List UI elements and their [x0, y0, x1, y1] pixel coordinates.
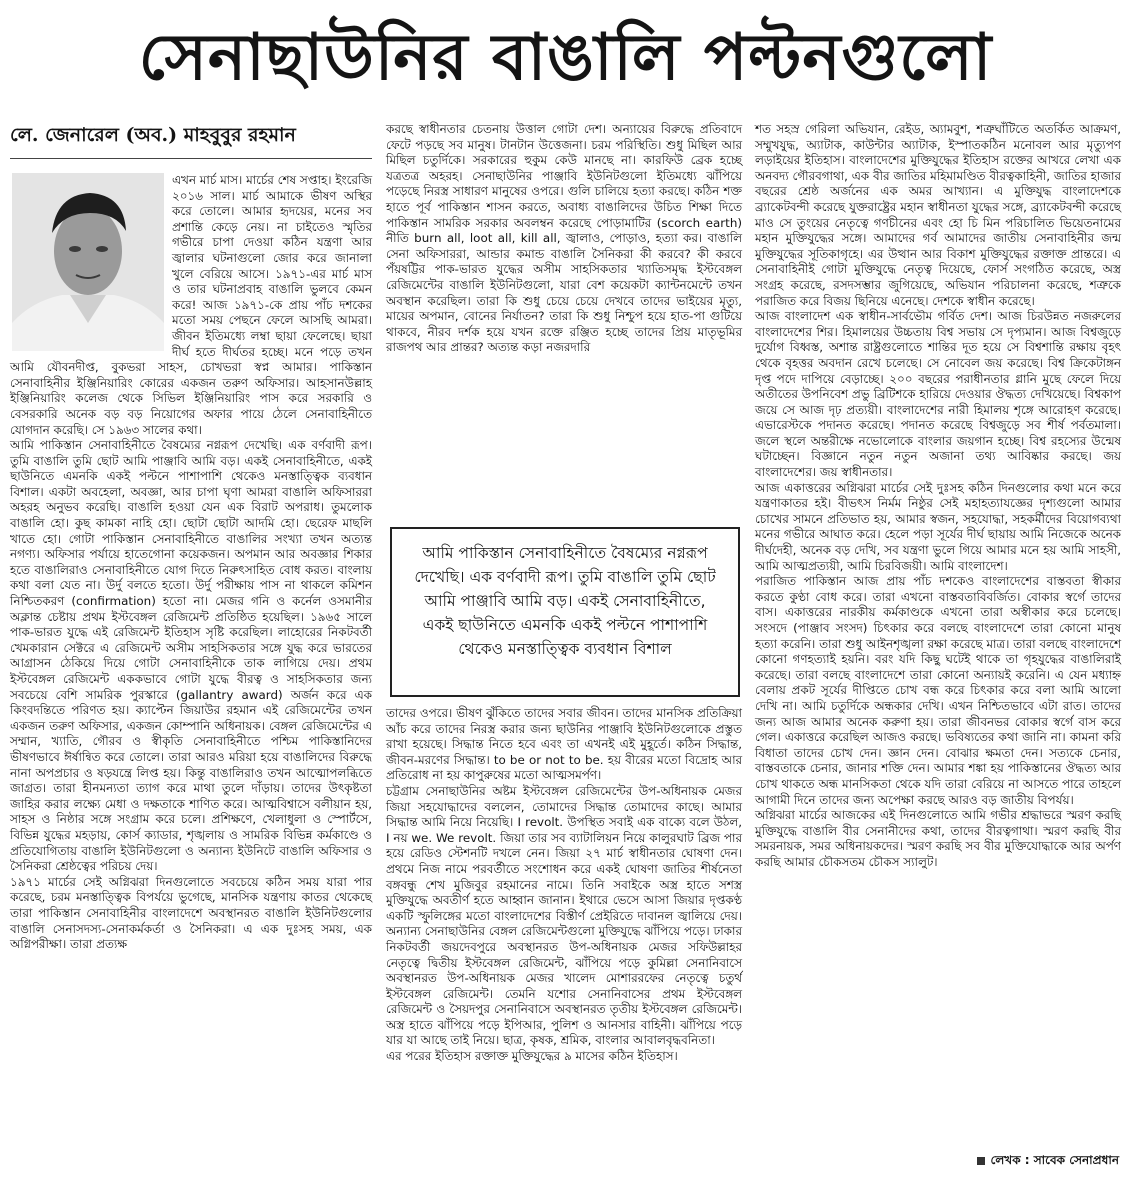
paragraph: চট্টগ্রাম সেনাছাউনির অষ্টম ইস্টবেঙ্গল রেজিমেন্টের উপ-অধিনায়ক মেজর জিয়া সহযোদ্ধাদের বললেন, তোমাদের সিদ্ধান্ত তোমাদের কাছে। আমার সিদ্ধান্ত আমি নিয়ে নিয়েছি। I revolt. উপস্থিত সবাই এক বাক্যে বলে উঠল, I নয় we. We revolt. জিয়া তার সব ব্যাটালিয়ন নিয়ে কালুরঘাট ব্রিজ পার হয়ে রেডিও স্টেশনটি দখলে নেন। জিয়া ২৭ মার্চ স্বাধীনতার ঘোষণা দেন। প্রথমে নিজ নামে পরবর্তীতে সংশোধন করে একই ঘোষণা জাতির শীর্ষনেতা বঙ্গবন্ধু শেখ মুজিবুর রহমানের নামে। তিনি সবাইকে অস্ত্র হাতে সশস্ত্র মুক্তিযুদ্ধে অবতীর্ণ হতে আহ্বান জানান। ইথারে ভেসে আসা জিয়ার দৃপ্তকণ্ঠ একটি স্ফুলিঙ্গের মতো বাংলাদেশের বিস্তীর্ণ প্রেইরিতে দাবানল জ্বালিয়ে দেয়। অন্যান্য সেনাছাউনির বেঙ্গল রেজিমেন্টগুলো মুক্তিযুদ্ধে ঝাঁপিয়ে পড়ে। ঢাকার নিকটবর্তী জয়দেবপুরে অবস্থানরত উপ-অধিনায়ক মেজর সফিউল্লাহর নেতৃত্বে দ্বিতীয় ইস্টবেঙ্গল রেজিমেন্ট, ঝাঁপিয়ে পড়ে কুমিল্লা সেনানিবাসে অবস্থানরত উপ-অধিনায়ক মেজর খালেদ মোশাররফের নেতৃত্বে চতুর্থ ইস্টবেঙ্গল রেজিমেন্ট। তেমনি যশোর সেনানিবাসের প্রথম ইস্টবেঙ্গল রেজিমেন্ট ও সৈয়দপুর সেনানিবাসে অবস্থানরত তৃতীয় ইস্টবেঙ্গল রেজিমেন্ট। অস্ত্র হাতে ঝাঁপিয়ে পড়ে ইপিআর, পুলিশ ও আনসার বাহিনী। ঝাঁপিয়ে পড়ে যার যা আছে তাই নিয়ে। ছাত্র, কৃষক, শ্রমিক, বাংলার আবালবৃদ্ধবনিতা।: [386, 783, 742, 1048]
paragraph: আমি পাকিস্তান সেনাবাহিনীতে বৈষম্যের নগ্নরূপ দেখেছি। এক বর্ণবাদী রূপ। তুমি বাঙালি তুমি ছোট আমি পাঞ্জাবি আমি বড়। একই সেনাবাহিনীতে, একই ছাউনিতে এমনকি একই পল্টনে পাশাপাশি থেকেও মনস্তাত্ত্বিক ব্যবধান বিশাল। একটা অবহেলা, অবজ্ঞা, আর চাপা ঘৃণা আমরা বাঙালি অফিসাররা অহরহ অনুভব করেছি। বাঙালি হওয়া যেন এক বিরাট অপরাধ। তুমলোক বাঙালি হো। কুছ কামকা নাহি হো। ছোটা ছোটা আদমি হো। ছেরেফ মাছলি খাতে হো। গোটা পাকিস্তান সেনাবাহিনীতে বাঙালির সংখ্যা তখন অত্যন্ত নগণ্য। অফিসার পর্যায়ে হাতেগোনা কয়েকজন। অপমান আর অবজ্ঞার শিকার হতে বাঙালিরাও সেনাবাহিনীতে যোগ দিতে নিরুৎসাহিত বোধ করত। বাংলায় কথা বলা যেত না। উর্দু বলতে হতো। উর্দু পরীক্ষায় পাস না থাকলে কমিশন নিশ্চিতকরণ (confirmation) হতো না। মেজর গনি ও কর্নেল ওসমানীর অক্লান্ত চেষ্টায় প্রথম ইস্টবেঙ্গল রেজিমেন্ট প্রতিষ্ঠিত হয়েছিল। ১৯৬৫ সালে পাক-ভারত যুদ্ধে এই রেজিমেন্ট ইতিহাস সৃষ্টি করেছিল। লাহোরের নিকটবর্তী খেমকারান সেক্টরে এ রেজিমেন্ট অসীম সাহসিকতার সঙ্গে যুদ্ধ করে ভারতের আগ্রাসন ঠেকিয়ে দিয়ে গোটা সেনাবাহিনীকে তাক লাগিয়ে দেয়। প্রথম ইস্টবেঙ্গল রেজিমেন্ট এককভাবে গোটা যুদ্ধে বীরত্ব ও সাহসিকতার জন্য সবচেয়ে বেশি সামরিক পুরস্কারে (gallantry award) অর্জন করে এক কিংবদন্তিতে পরিণত হয়। ক্যাপ্টেন জিয়াউর রহমান এই রেজিমেন্টের তখন একজন তরুণ অফিসার, একজন কোম্পানি অধিনায়ক। বেঙ্গল রেজিমেন্টের এ সম্মান, খ্যাতি, গৌরব ও স্বীকৃতি সেনাবাহিনীতে পশ্চিম পাকিস্তানিদের ভীষণভাবে ঈর্ষান্বিত করে তোলে। তারা আরও মরিয়া হয়ে বাঙালিদের বিরুদ্ধে নানা অপপ্রচার ও ষড়যন্ত্রে লিপ্ত হয়। কিন্তু বাঙালিরাও তখন আত্মোপলব্ধিতে জাগ্রত। তারা হীনমন্যতা ত্যাগ করে মাথা তুলে দাঁড়ায়। তাদের উৎকৃষ্টতা জাহির করার লক্ষ্যে মেধা ও দক্ষতাকে শাণিত করে। আত্মবিশ্বাসে বলীয়ান হয়, সাহস ও নিষ্ঠার সঙ্গে সংগ্রাম করে চলে। প্রশিক্ষণে, খেলাধুলা ও স্পোর্টসে, বিভিন্ন যুদ্ধের মহড়ায়, কোর্স ক্যাডার, শৃঙ্খলায় ও সামরিক বিভিন্ন কর্মকাণ্ডে ও প্রতিযোগিতায় বাঙালি ইউনিটগুলো ও অন্যান্য ইউনিটে বাঙালি অফিসার ও সৈনিকরা শ্রেষ্ঠত্বের পরিচয় দেয়।: [10, 438, 372, 874]
author-portrait: [12, 173, 164, 351]
byline: লে. জেনারেল (অব.) মাহবুবুর রহমান: [10, 122, 372, 159]
paragraph: আজ একাত্তরের অগ্নিঝরা মার্চের সেই দুঃসহ কঠিন দিনগুলোর কথা মনে করে যন্ত্রণাকাতর হই। বীভৎস নির্মম নিষ্ঠুর সেই মহাহত্যাযজ্ঞের দৃশ্যগুলো আমার চোখের সামনে প্রতিভাত হয়, আমার স্বজন, সহযোদ্ধা, সহকর্মীদের বিয়োগব্যথা মনের গভীরে আঘাত করে। হেলে পড়া সূর্যের দীর্ঘ ছায়ায় আমি নিজেকে অনেক দীর্ঘদেহী, অনেক বড় দেখি, সব যন্ত্রণা ভুলে গিয়ে আমার মনে হয় আমি সাহসী, আমি আত্মপ্রত্যয়ী, আমি চিরবিজয়ী। আমি বাংলাদেশ।: [755, 480, 1121, 573]
paragraph: ১৯৭১ মার্চের সেই অগ্নিঝরা দিনগুলোতে সবচেয়ে কঠিন সময় যারা পার করেছে, চরম মনস্তাত্ত্বিক বিপর্যয়ে ভুগেছে, মানসিক যন্ত্রণায় কাতর থেকেছে তারা পাকিস্তান সেনাবাহিনীর বাংলাদেশে অবস্থানরত বাঙালি ইউনিটগুলোর বাঙালি সেনাসদস্য-সেনাকর্মকর্তা ও সৈনিকরা। এ এক দুঃসহ সময়, এক অগ্নিপরীক্ষা। তারা প্রত্যক্ষ: [10, 874, 372, 952]
paragraph: আজ বাংলাদেশ এক স্বাধীন-সার্বভৌম গর্বিত দেশ। আজ চিরউন্নত নজরুলের বাংলাদেশের শির। হিমালয়ের উচ্চতায় বিশ্ব সভায় সে দৃপ্যমান। আজ বিশ্বজুড়ে দুর্যোগ বিধ্বস্ত, অশান্ত রাষ্ট্রগুলোতে শান্তির দূত হয়ে সে বিশ্বশান্তি রক্ষায় বৃহৎ থেকে বৃহত্তর অবদান রেখে চলেছে। সে নোবেল জয় করেছে। বিশ্ব ক্রিকেটাঙ্গন দৃপ্ত পদে দাপিয়ে বেড়াচ্ছে। ২০০ বছরের পরাধীনতার গ্লানি মুছে ফেলে দিয়ে অতীতের উপনিবেশ প্রভু ব্রিটিশকে হারিয়ে দেওয়ার ঔদ্ধত্য দেখিয়েছে। বিশ্বকাপ জয়ে সে আজ দৃঢ় প্রত্যয়ী। বাংলাদেশের নারী হিমালয় শৃঙ্গে আরোহণ করেছে। এভারেস্টকে পদানত করেছে। পদানত করেছে বিশ্বজুড়ে সব শীর্ষ পর্বতমালা। জলে স্থলে অন্তরীক্ষে নভোলোকে বাংলার জয়গান হচ্ছে। বিশ্ব রহস্যের উন্মেষ ঘটাচ্ছেন। বিজ্ঞানে নতুন নতুন অজানা তথ্য আবিষ্কার করছে। জয় বাংলাদেশের। জয় স্বাধীনতার।: [755, 309, 1121, 480]
square-bullet-icon: [977, 1157, 985, 1165]
paragraph: অগ্নিঝরা মার্চের আজকের এই দিনগুলোতে আমি গভীর শ্রদ্ধাভরে স্মরণ করছি মুক্তিযুদ্ধে বাঙালি বীর সেনানীদের কথা, তাদের বীরত্বগাথা। স্মরণ করছি বীর সমরনায়ক, সমর অধিনায়কদের। স্মরণ করছি সব বীর মুক্তিযোদ্ধাকে আর অর্পণ করছি আমার চৌকসতম চৌকস স্যালুট।: [755, 808, 1121, 869]
article-column-2: [386, 122, 742, 356]
author-credit: [977, 1152, 1120, 1172]
article-column-2-lower: [386, 706, 742, 1065]
paragraph: এখন মার্চ মাস। মার্চের শেষ সপ্তাহ। ইংরেজি ২০১৬ সাল। মার্চ আমাকে ভীষণ অস্থির করে তোলে। আমার হৃদয়ের, মনের সব প্রশান্তি কেড়ে নেয়। না চাইতেও স্মৃতির গভীরে চাপা দেওয়া কঠিন যন্ত্রণা আর জ্বালার ঘটনাগুলো জোর করে জানালা খুলে বেরিয়ে আসে। ১৯৭১-এর মার্চ মাস ও তার ঘটনাপ্রবাহ বাঙালি ভুলবে কেমন করে! আজ ১৯৭১-কে প্রায় পাঁচ দশকের মতো সময় পেছনে ফেলে আসছি আমরা। জীবন ইতিমধ্যে লম্বা ছায়া ফেলেছে। ছায়া দীর্ঘ হতে দীর্ঘতর হচ্ছে। মনে পড়ে তখন আমি যৌবনদীপ্ত, বুকভরা সাহস, চোখভরা স্বপ্ন আমার। পাকিস্তান সেনাবাহিনীর ইঞ্জিনিয়ারিং কোরের একজন তরুণ অফিসার। আহসানউল্লাহ ইঞ্জিনিয়ারিং কলেজ থেকে সিভিল ইঞ্জিনিয়ারিং পাস করে সরকারি ও বেসরকারি অনেক বড় বড় নিয়োগের অফার পায়ে ঠেলে সেনাবাহিনীতে যোগদান করেছি। সে ১৯৬৩ সালের কথা।: [10, 173, 372, 437]
paragraph: তাদের ওপরে। ভীষণ ঝুঁকিতে তাদের সবার জীবন। তাদের মানসিক প্রতিক্রিয়া আঁচ করে তাদের নিরস্ত্র করার জন্য ছাউনির পাঞ্জাবি ইউনিটগুলোকে প্রস্তুত রাখা হয়েছে। সিদ্ধান্ত নিতে হবে এবং তা এখনই এই মুহূর্তে। কঠিন সিদ্ধান্ত, জীবন-মরণের সিদ্ধান্ত। to be or not to be. হয় বীরের মতো বিদ্রোহ আর প্রতিরোধ না হয় কাপুরুষের মতো আত্মসমর্পণ।: [386, 706, 742, 783]
pull-quote: আমি পাকিস্তান সেনাবাহিনীতে বৈষম্যের নগ্নরূপ দেখেছি। এক বর্ণবাদী রূপ। তুমি বাঙালি তুমি ছোট আমি পাঞ্জাবি আমি বড়। একই সেনাবাহিনীতে, একই ছাউনিতে এমনকি একই পল্টনে পাশাপাশি থেকেও মনস্তাত্ত্বিক ব্যবধান বিশাল: [390, 527, 740, 697]
paragraph: শত সহস্র গেরিলা অভিযান, রেইড, অ্যামবুশ, শত্রুঘাঁটিতে অতর্কিত আক্রমণ, সম্মুখযুদ্ধ, অ্যাটাক, কাউন্টার অ্যাটাক, ইস্পাতকঠিন মনোবল আর মৃত্যুপণ লড়াইয়ের ইতিহাস। বাংলাদেশের মুক্তিযুদ্ধের ইতিহাস রক্তের আখরে লেখা এক অনবদ্য গৌরবগাথা, এক বীর জাতির মহিমামণ্ডিত বীরত্বকাহিনী, জাতির হাজার বছরের শ্রেষ্ঠ অর্জনের এক অমর আখ্যান। এ মুক্তিযুদ্ধ বাংলাদেশকে ব্র্যাকেটবন্দী করেছে যুক্তরাষ্ট্রের মহান স্বাধীনতা যুদ্ধের সঙ্গে, ব্র্যাকেটবন্দী করেছে মাও সে তুংয়ের নেতৃত্বে গণচীনের এবং হো চি মিন পরিচালিত ভিয়েতনামের মহান মুক্তিযুদ্ধের সঙ্গে। আমাদের গর্ব আমাদের জাতীয় সেনাবাহিনীর জন্ম মুক্তিযুদ্ধের সূতিকাগৃহে। এর উত্থান আর বিকাশ মুক্তিযুদ্ধের রক্তাক্ত প্রান্তরে। এ সেনাবাহিনীই গোটা মুক্তিযুদ্ধে নেতৃত্ব দিয়েছে, ফোর্স সংগঠিত করেছে, অস্ত্র সংগ্রহ করেছে, রসদসম্ভার জুগিয়েছে, অভিযান পরিচালনা করেছে, শত্রুকে পরাজিত করে বিজয় ছিনিয়ে এনেছে। দেশকে স্বাধীন করেছে।: [755, 122, 1121, 308]
paragraph: এর পরের ইতিহাস রক্তাক্ত মুক্তিযুদ্ধের ৯ মাসের কঠিন ইতিহাস।: [386, 1049, 678, 1064]
credit-text: লেখক : সাবেক সেনাপ্রধান: [990, 1153, 1119, 1167]
paragraph: করছে স্বাধীনতার চেতনায় উত্তাল গোটা দেশ। অন্যায়ের বিরুদ্ধে প্রতিবাদে ফেটে পড়ছে সব মানুষ। টানটান উত্তেজনা। চরম পরিস্থিতি। শুধু মিছিল আর মিছিল চতুর্দিকে। সরকারের হুকুম কেউ মানছে না। কারফিউ ব্রেক হচ্ছে যত্রতত্র অহরহ। সেনাছাউনির পাঞ্জাবি ইউনিটগুলো ইতিমধ্যে ঝাঁপিয়ে পড়েছে নিরস্ত্র সাধারণ মানুষের ওপরে। গুলি চালিয়ে হত্যা করছে। কঠিন শক্ত হাতে পূর্ব পাকিস্তান শাসন করতে, অবাধ্য বাঙালিদের উচিত শিক্ষা দিতে পাকিস্তান সামরিক সরকার অবলম্বন করেছে পোড়ামাটির (scorch earth) নীতি burn all, loot all, kill all, জ্বালাও, পোড়াও, হত্যা কর। বাঙালি সেনা অফিসাররা, আন্ডার কমান্ড বাঙালি সৈনিকরা কী করবে? কী করবে পঁয়ষট্টির পাক-ভারত যুদ্ধের অসীম সাহসিকতার খ্যাতিসমৃদ্ধ ইস্টবেঙ্গল রেজিমেন্টের বাঙালি ইউনিটগুলো, যারা বেশ কয়েকটা ক্যান্টনমেন্টে তখন অবস্থান করেছিল। তারা কি শুধু চেয়ে চেয়ে দেখবে তাদের ভাইয়ের মৃত্যু, মায়ের অপমান, বোনের নির্যাতন? তারা কি শুধু নিশ্চুপ হয়ে হাত-পা গুটিয়ে থাকবে, নীরব দর্শক হয়ে যখন রক্তে রঞ্জিত হচ্ছে তাদের প্রিয় মাতৃভূমির রাজপথ আর প্রান্তর? অত্যন্ত কড়া নজরদারি: [386, 122, 742, 355]
paragraph: পরাজিত পাকিস্তান আজ প্রায় পাঁচ দশকেও বাংলাদেশের বাস্তবতা স্বীকার করতে কুণ্ঠা বোধ করে। তারা এখনো বাস্তবতাবিবর্জিত। বোকার স্বর্গে তাদের বাস। একাত্তরের নারকীয় কর্মকাণ্ডকে এখনো তারা অস্বীকার করে চলেছে। সংসদে (পাঞ্জাব সংসদ) চিৎকার করে বলছে বাংলাদেশে তারা কোনো মানুষ হত্যা করেনি। তারা শুধু আইনশৃঙ্খলা রক্ষা করেছে মাত্র। তারা বলছে বাংলাদেশে কোনো গণহত্যাই হয়নি। বরং যদি কিছু ঘটেই থাকে তা গৃহযুদ্ধের বাঙালিরাই করেছে। তারা বলছে বাংলাদেশে তারা কোনো অন্যায়ই করেনি। এ যেন মধ্যাহ্ন বেলায় প্রকট সূর্যের দীপ্তিতে চোখ বন্ধ করে চিৎকার করে বলা আমি আলো দেখি না। আমি চতুর্দিকে অন্ধকার দেখি। এখন নিশ্চিতভাবে এটা রাত। তাদের জন্য আজ আমার অনেক করুণা হয়। তারা জীবনভর বোকার স্বর্গে বাস করে গেল। একাত্তরে করেছিল আজও করছে। ভবিষ্যতের কথা জানি না। কামনা করি বিধাতা তাদের চোখ দেন। জ্ঞান দেন। বোঝার ক্ষমতা দেন। সত্যকে চেনার, বাস্তবতাকে চেনার, জানার শক্তি দেন। আমার শঙ্কা হয় পাকিস্তানের ঔদ্ধত্য আর চোখ থাকতে অন্ধ মানসিকতা থেকে যদি তারা বেরিয়ে না আসতে পারে তাহলে আগামী দিনে তাদের জন্য অপেক্ষা করছে আরও বড় জাতীয় বিপর্যয়।: [755, 574, 1121, 807]
author-photo-image: [12, 173, 164, 351]
article-column-1: [10, 122, 372, 953]
article-column-3: [755, 122, 1121, 871]
headline: সেনাছাউনির বাঙালি পল্টনগুলো: [138, 20, 993, 95]
